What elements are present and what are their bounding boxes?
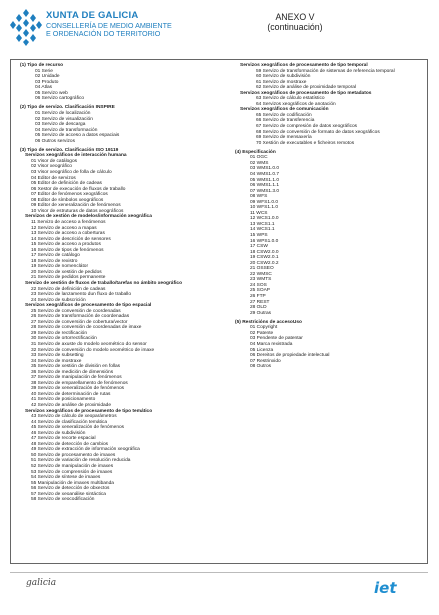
code-item: 09 WFS1.0.0 xyxy=(250,199,278,205)
code-item: 04 WMS1.0.7 xyxy=(250,171,280,177)
code-item: 38 Servizo de emparellamento de fenómenos xyxy=(31,380,128,386)
code-item: 60 Servizo de subdivisión xyxy=(256,74,311,80)
code-item: 07 WMS1.3.0 xyxy=(250,188,280,194)
code-item: 10 Visor de estruturas de datos xeográficos xyxy=(31,208,124,214)
code-item: 02 WMS xyxy=(250,160,269,166)
code-item: 13 WCS1.1 xyxy=(250,221,275,227)
code-item: 20 Servizo de xestión de pedidos xyxy=(31,269,102,275)
code-item: 68 Servizo de conversión de formato de datos xeográficos xyxy=(256,129,380,135)
code-item: 16 WPS1.0.0 xyxy=(250,238,279,244)
code-item: 05 Servizo de acceso a datos espaciais xyxy=(35,133,120,139)
code-item: 67 Servizo de compresión de datos xeográficos xyxy=(256,124,358,130)
code-item: 08 WFS xyxy=(250,194,268,200)
code-item: 10 WFS1.1.0 xyxy=(250,205,278,211)
code-item: 69 Servizo de mensaxería xyxy=(256,135,312,141)
code-item: 66 Servizo de transferencia xyxy=(256,118,315,124)
code-item: 49 Servizo de extracción de información xeográfica xyxy=(31,447,140,453)
category-heading: Servizos xeográficos de procesamento de tipo temporal xyxy=(240,63,368,68)
code-item: 25 SOAP xyxy=(250,288,270,294)
code-item: 22 WMSC xyxy=(250,271,272,277)
category-heading: Servizos xeográficos de procesamento de tipo espacial xyxy=(25,303,152,309)
code-item: 29 Servizo de rectificación xyxy=(31,330,87,336)
code-item: 12 Servizo de acceso a mapas xyxy=(31,225,97,231)
code-item: 02 Patente xyxy=(250,330,274,336)
code-item: 19 Servizo de nomenclátor xyxy=(31,264,89,270)
code-item: 07 Editor de fenómenos xeográficos xyxy=(31,192,108,198)
code-item: 11 Servizo de acceso a fenómenos xyxy=(31,219,106,225)
code-item: 40 Servizo de determinación de rutas xyxy=(31,391,111,397)
section-title: (5) Restricións de accesoUso xyxy=(235,319,302,325)
code-item: 21 Servizo de pedidos permanente xyxy=(31,275,106,281)
code-item: 08 Editor de símbolos xeográficos xyxy=(31,197,104,203)
code-item: 51 Servizo de variación de resolución reducida xyxy=(31,458,131,464)
org-name: XUNTA DE GALICIA xyxy=(46,10,139,21)
code-item: 43 Servizo de cálculo de xeoparámetros xyxy=(31,414,117,420)
code-item: 26 FTP xyxy=(250,294,266,300)
category-heading: Servizo de xestión de fluxos de traballo/tarefas no ámbito xeográfico xyxy=(25,280,183,286)
code-item: 23 WMTS xyxy=(250,277,272,283)
code-item: 62 Servizo de análise de proximidade temporal xyxy=(256,85,356,91)
code-item: 24 SOS xyxy=(250,282,267,288)
code-item: 27 REST xyxy=(250,299,270,305)
code-item: 05 Editor de definición de cadeas xyxy=(31,181,102,187)
category-heading: Servizos de xestión de modelos/información xeográfica xyxy=(25,214,152,220)
code-item: 28 Servizo de conversión de coordenadas de imaxe xyxy=(31,325,142,331)
code-item: 25 Servizo de conversión de coordenadas xyxy=(31,308,121,314)
code-item: 19 CSW2.0.1 xyxy=(250,255,279,261)
code-item: 23 Servizo de lanzamento dun fluxo de traballo xyxy=(31,292,131,298)
category-heading: Servizos xeográficos de interacción humana xyxy=(25,153,127,159)
annex-heading xyxy=(240,12,350,32)
code-section xyxy=(234,320,395,370)
code-item: 58 Servizo de xeocodificación xyxy=(31,497,95,503)
code-item: 46 Servizo de subdivisión xyxy=(31,430,86,436)
code-item: 03 Pendente de patentar xyxy=(250,336,303,342)
code-item: 04 Atlas xyxy=(35,85,53,91)
code-item: 05 Licenza xyxy=(250,347,274,353)
code-item: 20 CSW2.0.2 xyxy=(250,260,279,266)
code-item: 59 Servizo de transformación de sistemas de referencia temporal xyxy=(256,68,395,74)
code-section xyxy=(19,148,182,503)
annex-subtitle: (continuación) xyxy=(267,22,323,32)
code-section xyxy=(19,105,182,144)
code-item: 41 Servizo de posicionamento xyxy=(31,397,96,403)
code-item: 64 Servizos xeográficos de anotación xyxy=(256,101,336,107)
code-item: 28 OLD xyxy=(250,305,267,311)
iet-logo: iet xyxy=(374,579,397,597)
code-item: 29 Outras xyxy=(250,310,272,316)
code-item: 24 Servizo de subscrición xyxy=(31,297,86,303)
code-item: 16 Servizo de tipos de fenómenos xyxy=(31,247,104,253)
code-item: 57 Servizo de xeoanálise sintáctica xyxy=(31,491,106,497)
document-header xyxy=(10,8,430,53)
section-title: (1) Tipo de recurso xyxy=(20,63,64,68)
code-item: 50 Servizo de procesamento de imaxes xyxy=(31,452,116,458)
code-item: 02 Visor xeográfico xyxy=(31,164,72,170)
code-item: 13 Servizo de acceso a coberturas xyxy=(31,231,105,237)
footer-divider xyxy=(10,572,428,573)
code-item: 01 Copyright xyxy=(250,325,278,331)
code-item: 42 Servizo de análise de proximidade xyxy=(31,403,111,408)
code-item: 44 Servizo de clasificación temática xyxy=(31,419,107,425)
code-item: 22 Servizo de definición de cadeas xyxy=(31,286,106,292)
code-item: 02 Servizo de visualización xyxy=(35,116,93,122)
code-item: 26 Servizo de transformación de coordenadas xyxy=(31,314,130,320)
code-item: 34 Servizo de mostraxe xyxy=(31,358,82,364)
code-item: 06 Outros servizos xyxy=(35,138,75,144)
code-item: 15 WPS xyxy=(250,233,268,238)
code-item: 01 Serie xyxy=(35,68,53,74)
code-item: 30 Servizo de ortorrectificación xyxy=(31,336,97,342)
code-item: 14 Servizo de descrición de sensores xyxy=(31,236,111,242)
code-item: 31 Servizo de axuste do modelo xeométrico do sensor xyxy=(31,341,147,347)
code-item: 17 CSW xyxy=(250,244,268,250)
xunta-coat-of-arms-icon xyxy=(10,8,42,46)
code-item: 06 Servizo cartográfico xyxy=(35,96,85,102)
code-item: 21 OSSEO xyxy=(250,266,274,272)
department-line-1: CONSELLERÍA DE MEDIO AMBIENTE xyxy=(46,21,172,30)
left-column xyxy=(19,61,182,503)
code-item: 39 Servizo de xeneralización de fenómenos xyxy=(31,386,125,392)
code-item: 08 Outros xyxy=(250,364,272,370)
code-item: 47 Servizo de recorte espacial xyxy=(31,436,96,442)
code-item: 52 Servizo de manipulación de imaxes xyxy=(31,464,114,470)
code-item: 05 Servizo web xyxy=(35,90,68,96)
code-item: 37 Servizo de manipulación de fenómenos xyxy=(31,375,122,381)
code-item: 06 WMS1.1.1 xyxy=(250,183,280,189)
department-line-2: E ORDENACIÓN DO TERRITORIO xyxy=(46,29,161,39)
code-section xyxy=(234,63,395,146)
department-name xyxy=(46,22,172,39)
code-item: 05 WMS1.1.0 xyxy=(250,177,280,183)
code-item: 14 WCS1.1 xyxy=(250,227,275,233)
code-section xyxy=(234,150,395,316)
section-title: (3) Tipo de servizo. Clasificación ISO 19119 xyxy=(20,147,119,153)
code-item: 03 WMS1.0.0 xyxy=(250,166,280,172)
category-heading: Servizos xeográficos de procesamento de tipo temático xyxy=(25,408,153,414)
code-item: 02 Unidade xyxy=(35,74,60,80)
code-item: 03 Visor xeográfico de folla de cálculo xyxy=(31,170,112,176)
code-item: 61 Servizo de mostraxe xyxy=(256,79,307,85)
code-item: 06 Xestor de execución de fluxos de traballo xyxy=(31,186,126,192)
code-item: 11 WCS xyxy=(250,210,268,216)
code-item: 06 Dereitos de propiedade intelectual xyxy=(250,353,330,359)
code-item: 09 Editor de xeneralización de fenómenos xyxy=(31,203,121,209)
code-item: 45 Servizo de xeneralización de fenómenos xyxy=(31,425,125,431)
annex-title: ANEXO V xyxy=(275,12,315,22)
galicia-logo: galicia xyxy=(26,578,57,588)
code-item: 32 Servizo de conversión do modelo xeométrico de imaxe xyxy=(31,347,155,353)
code-item: 35 Servizo de xestión de división en follas xyxy=(31,364,121,370)
code-section xyxy=(19,63,182,102)
code-item: 53 Servizo de comprensión de imaxes xyxy=(31,469,113,475)
code-item: 04 Servizo de transformación xyxy=(35,127,98,133)
section-title: (4) Especificación xyxy=(235,149,276,155)
category-heading: Servizos xeográficos de comunicación xyxy=(240,107,329,113)
code-item: 03 Produto xyxy=(35,79,59,85)
code-item: 17 Servizo de catálogo xyxy=(31,253,80,259)
code-item: 04 Marca rexistrada xyxy=(250,341,293,347)
code-item: 12 WCS1.0.0 xyxy=(250,216,279,222)
code-item: 18 CSW2.0.0 xyxy=(250,249,279,255)
code-item: 18 Servizo de rexistro xyxy=(31,258,78,264)
code-item: 04 Editor de servizos xyxy=(31,175,76,181)
code-item: 15 Servizo de acceso a produtos xyxy=(31,242,101,248)
code-item: 01 Servizo de localización xyxy=(35,110,91,116)
code-item: 63 Servizo de cálculo estatístico xyxy=(256,96,325,102)
code-item: 36 Servizo de medición de dimensións xyxy=(31,369,114,375)
codes-table-frame xyxy=(10,59,428,564)
right-column xyxy=(234,61,395,370)
code-item: 01 Visor de catálogos xyxy=(31,158,78,164)
section-title: (2) Tipo de servizo. Clasificación INSPIRE xyxy=(20,105,115,111)
code-item: 03 Servizo de descarga xyxy=(35,122,86,128)
code-item: 27 Servizo de conversión de cobertura/vector xyxy=(31,319,128,325)
code-item: 56 Servizo de detección de obxectos xyxy=(31,486,110,492)
code-item: 70 Xestión de executables e ficheiros remotos xyxy=(256,140,355,146)
code-item: 55 Manipulación de imaxes multibanda xyxy=(31,480,114,486)
code-item: 01 OGC xyxy=(250,155,268,161)
code-item: 33 Servizo de subsetting xyxy=(31,353,84,359)
code-item: 07 Restrinxido xyxy=(250,358,281,364)
code-item: 54 Servizo de síntese de imaxes xyxy=(31,475,101,481)
category-heading: Servizos xeográficos de procesamento de tipo metadatos xyxy=(240,90,372,96)
code-item: 65 Servizo de codificación xyxy=(256,112,312,118)
code-item: 48 Servizo de detección de cambios xyxy=(31,441,109,447)
